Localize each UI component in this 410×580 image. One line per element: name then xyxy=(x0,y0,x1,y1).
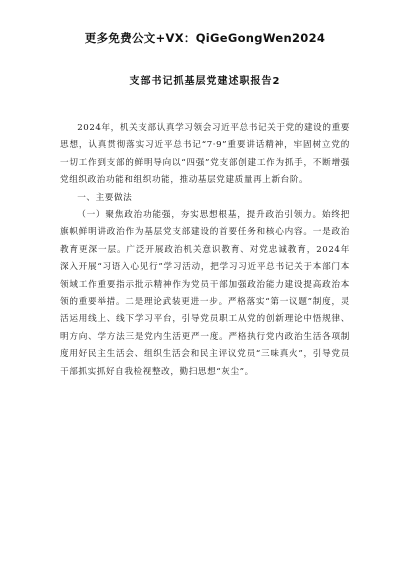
document-title: 支部书记抓基层党建述职报告2 xyxy=(129,76,281,87)
document-body xyxy=(60,120,350,381)
promo-banner: 更多免费公文+VX：QiGeGongWen2024 xyxy=(84,31,326,45)
paragraph-intro: 2024年，机关支部认真学习领会习近平总书记关于党的建设的重要思想，认真贯彻落实习近平总书记“7·9”重要讲话精神，牢固树立党的一切工作到支部的鲜明导向以“四强”党支部创建工作为抓手，不断增强党组织政治功能和组织功能，推动基层党建质量再上新台阶。 xyxy=(60,123,350,186)
paragraph-section-1: （一）聚焦政治功能强，夯实思想根基，提升政治引领力。始终把旗帜鲜明讲政治作为基层党支部建设的首要任务和核心内容。一是政治教育更深一层。广泛开展政治机关意识教育、对党忠诚教育，2024年深入开展“习语入心见行”学习活动，把学习习近平总书记关于本部门本领域工作重要指示批示精神作为党员干部加强政治能力建设提高政治本领的重要举措。二是理论武装更进一步。严格落实“第一议题”制度，灵活运用线上、线下学习平台，引导党员职工从党的创新理论中悟规律、明方向、学方法三是党内生活更严一度。严格执行党内政治生活各项制度用好民主生活会、组织生活会和民主评议党员“三味真火”，引导党员干部抓实抓好自我检视整改，勤扫思想“灰尘”。 xyxy=(60,210,350,377)
section-heading: 一、主要做法 xyxy=(77,192,133,203)
